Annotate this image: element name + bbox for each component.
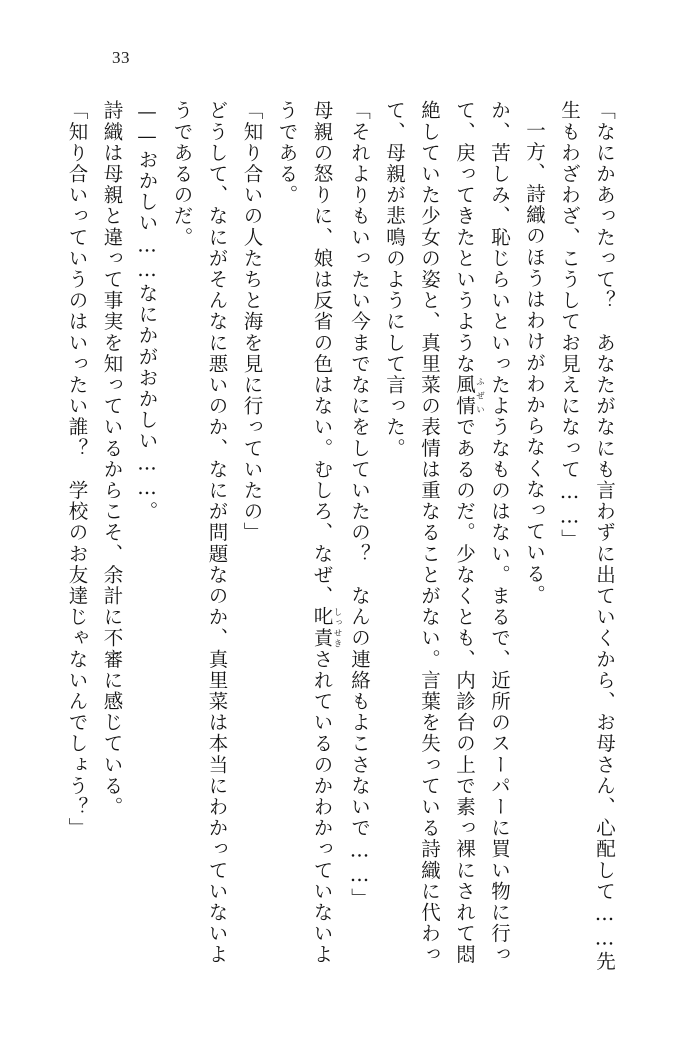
paragraph: 詩織は母親と違って事実を知っているからこそ、余計に不審に感じている。 bbox=[100, 100, 124, 818]
paragraph: 母親の怒りに、娘は反省の色はない。むしろ、なぜ、叱責しっせきされているのかわかっていないようである。 bbox=[275, 100, 342, 966]
paragraph: 「知り合いっていうのはいったい誰？ 学校のお友達じゃないんでしょう？」 bbox=[65, 100, 89, 839]
ruby-annotation: 叱責しっせき bbox=[310, 606, 342, 649]
page-number: 33 bbox=[112, 48, 130, 67]
paragraph: 「それよりもいったい今までなにをしていたの？ なんの連絡もよこさないで……」 bbox=[348, 100, 371, 909]
paragraph: 「知り合いの人たちと海を見に行っていたの」 bbox=[240, 100, 264, 544]
paragraph: ——おかしい……なにかがおかしい……。 bbox=[135, 100, 159, 522]
paragraph: か、苦しみ、恥じらいといったようなものはない。まるで、近所のスーパーに買い物に行って、戻ってきたというような風情ふぜいであるのだ。少なくとも、内診台の上で素っ裸にされて悶絶していた少女の姿と、真里菜の表情は重なることがない。言葉を失っている詩織に代わって、母親が悲鳴のようにして言った。 bbox=[383, 100, 511, 966]
body-text bbox=[62, 100, 622, 980]
paragraph: どうして、なにがそんなに悪いのか、なにが問題なのか、真里菜は本当にわかっていないようであるのだ。 bbox=[170, 100, 229, 966]
ruby-annotation: 風情ふぜい bbox=[453, 374, 485, 417]
paragraph: 「なにかあったって？ あなたがなにも言わずに出ていくから、お母さん、心配して……先生もわざわざ、こうしてお見えになって……」 bbox=[558, 100, 616, 973]
paragraph: 一方、詩織のほうはわけがわからなくなっている。 bbox=[523, 120, 546, 606]
